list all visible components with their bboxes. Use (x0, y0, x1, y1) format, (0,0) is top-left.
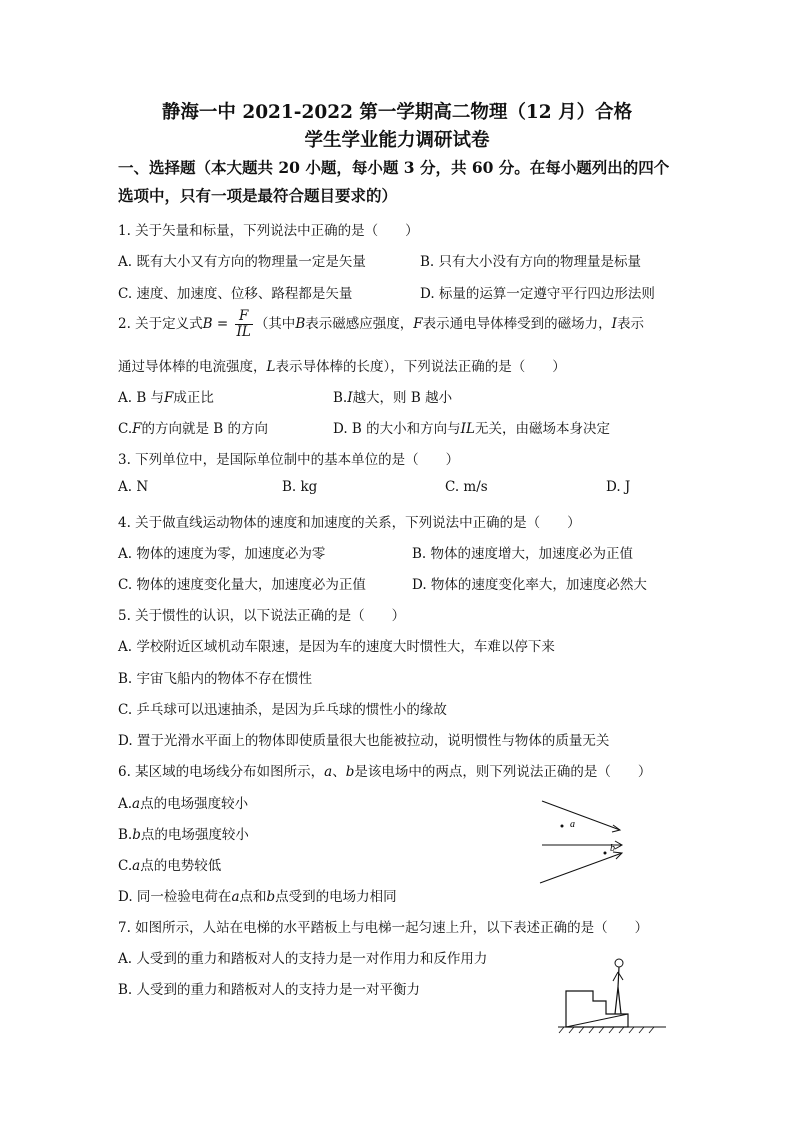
q1-option-b: B. 只有大小没有方向的物理量是标量 (420, 254, 642, 270)
q6-b-post: 点的电场强度较小 (140, 827, 249, 843)
q6-var-b: b (345, 764, 355, 780)
q2-formula-eq: = (212, 316, 233, 332)
q6-option-c (118, 854, 221, 874)
ground-hatch (589, 1027, 594, 1033)
q4-option-d: D. 物体的速度变化率大，加速度必然大 (412, 577, 647, 593)
q2-c-post: 的方向就是 B 的方向 (141, 421, 269, 437)
q2-a-post: 成正比 (173, 390, 214, 406)
q1-stem: 1. 关于矢量和标量，下列说法中正确的是（ ） (118, 223, 419, 239)
q2-c-var: F (132, 421, 142, 437)
escalator-diagram (558, 942, 668, 1034)
q2-text-2: 表示磁感应强度， (305, 316, 414, 332)
q6-d-pre: D. 同一检验电荷在 (118, 889, 232, 905)
ground-hatch (619, 1027, 624, 1033)
q6-b-var: b (132, 827, 141, 843)
ground-hatch (579, 1027, 584, 1033)
q2-var-f: F (413, 316, 423, 332)
q6-b-pre: B. (118, 827, 133, 843)
q2-d-pre: D. B 的大小和方向与 (333, 421, 461, 437)
q6-stem-pre: 6. 某区域的电场线分布如图所示， (118, 764, 325, 780)
ground-hatch (649, 1027, 654, 1033)
q2-prefix: 2. 关于定义式 (118, 316, 203, 332)
q2-var-b: B (295, 316, 306, 332)
q6-d-var-a: a (231, 889, 240, 905)
person-leg (618, 987, 621, 1014)
q2-d-var: IL (460, 421, 475, 437)
q6-var-a: a (324, 764, 333, 780)
q6-c-post: 点的电势较低 (140, 858, 222, 874)
q6-sep: 、 (332, 764, 346, 780)
q7-option-a: A. 人受到的重力和踏板对人的支持力是一对作用力和反作用力 (118, 951, 488, 967)
q6-c-pre: C. (118, 858, 133, 874)
q2-a-var: F (164, 390, 174, 406)
q6-d-var-b: b (266, 889, 276, 905)
q2-line2-rest: 表示导体棒的长度），下列说法正确的是（ ） (275, 359, 566, 375)
q5-option-d: D. 置于光滑水平面上的物体即使质量很大也能被拉动，说明惯性与物体的质量无关 (118, 733, 610, 749)
q6-option-b (118, 823, 249, 843)
person-head (615, 959, 623, 967)
exam-title-line2: 学生学业能力调研试卷 (304, 130, 490, 151)
point-a-dot (561, 825, 564, 828)
q2-b-var: I (347, 390, 353, 406)
q6-option-a (118, 792, 248, 812)
q2-var-l: L (266, 359, 276, 375)
q3-stem: 3. 下列单位中，是国际单位制中的基本单位的是（ ） (118, 452, 460, 468)
q2-stem-line1 (118, 309, 644, 340)
q2-b-post: 越大，则 B 越小 (352, 390, 453, 406)
q7-option-b: B. 人受到的重力和踏板对人的支持力是一对平衡力 (118, 982, 421, 998)
q5-option-b: B. 宇宙飞船内的物体不存在惯性 (118, 671, 313, 687)
q4-option-b: B. 物体的速度增大，加速度必为正值 (412, 546, 634, 562)
q2-text-4: 表示 (616, 316, 644, 332)
ground-hatch (639, 1027, 644, 1033)
q7-stem: 7. 如图所示，人站在电梯的水平踏板上与电梯一起匀速上升，以下表述正确的是（ ） (118, 920, 649, 936)
q2-line2-text: 通过导体棒的电流强度， (118, 359, 267, 375)
q2-option-c (118, 417, 268, 437)
q5-option-c: C. 乒乓球可以迅速抽杀，是因为乒乓球的惯性小的缘故 (118, 702, 447, 718)
q3-option-a: A. N (118, 479, 149, 495)
q2-a-pre: A. B 与 (118, 390, 165, 406)
ground-hatch (599, 1027, 604, 1033)
section-heading-line2: 选项中，只有一项是最符合题目要求的） (118, 186, 398, 205)
section-heading-line1: 一、选择题（本大题共 20 小题，每小题 3 分，共 60 分。在每小题列出的四个 (118, 158, 670, 177)
person-arm (613, 972, 618, 981)
ground-hatch (569, 1027, 574, 1033)
q2-formula-fraction (235, 309, 253, 340)
person-leg (615, 987, 618, 1014)
q1-option-c: C. 速度、加速度、位移、路程都是矢量 (118, 286, 353, 302)
ground-hatch (629, 1027, 634, 1033)
q2-b-pre: B. (333, 390, 348, 406)
field-line-bottom (540, 853, 622, 883)
ground-hatch (609, 1027, 614, 1033)
q2-text-3: 表示通电导体棒受到的磁场力， (422, 316, 612, 332)
electric-field-diagram (530, 795, 635, 890)
q2-fraction-denominator: IL (236, 324, 251, 340)
q3-option-c: C. m/s (445, 479, 488, 495)
q2-c-pre: C. (118, 421, 133, 437)
ground-hatch (559, 1027, 564, 1033)
q4-option-c: C. 物体的速度变化量大，加速度必为正值 (118, 577, 366, 593)
q6-d-post: 点受到的电场力相同 (275, 889, 397, 905)
q2-d-post: 无关，由磁场本身决定 (474, 421, 610, 437)
q6-c-var: a (132, 858, 141, 874)
q3-option-d: D. J (606, 479, 631, 495)
q1-option-d: D. 标量的运算一定遵守平行四边形法则 (420, 286, 655, 302)
q5-stem: 5. 关于惯性的认识，以下说法正确的是（ ） (118, 608, 406, 624)
field-line-top (542, 801, 620, 830)
q6-d-mid: 点和 (239, 889, 267, 905)
point-a-label: a (570, 819, 575, 830)
q3-option-b: B. kg (282, 479, 318, 495)
q6-a-post: 点的电场强度较小 (140, 796, 249, 812)
person-body (618, 967, 619, 987)
q6-option-d (118, 885, 397, 905)
q6-a-var: a (132, 796, 141, 812)
q6-stem-post: 是该电场中的两点，则下列说法正确的是（ ） (354, 764, 652, 780)
q1-option-a: A. 既有大小又有方向的物理量一定是矢量 (118, 254, 366, 270)
q2-option-b (333, 386, 452, 406)
q5-option-a: A. 学校附近区域机动车限速，是因为车的速度大时惯性大，车难以停下来 (118, 639, 555, 655)
q2-var-i: I (611, 316, 617, 332)
q6-a-pre: A. (118, 796, 133, 812)
q2-stem-line2 (118, 355, 566, 375)
point-b-label: b (610, 843, 615, 854)
q2-formula-b: B (202, 316, 213, 332)
q2-text-1: （其中 (254, 316, 296, 332)
q6-stem (118, 760, 651, 780)
q2-fraction-numerator: F (235, 309, 253, 325)
exam-title-line1: 静海一中 2021-2022 第一学期高二物理（12 月）合格 (161, 102, 633, 123)
q2-option-d (333, 417, 610, 437)
point-b-dot (604, 852, 607, 855)
q2-option-a (118, 386, 214, 406)
q4-option-a: A. 物体的速度为零，加速度必为零 (118, 546, 326, 562)
q4-stem: 4. 关于做直线运动物体的速度和加速度的关系，下列说法中正确的是（ ） (118, 515, 581, 531)
